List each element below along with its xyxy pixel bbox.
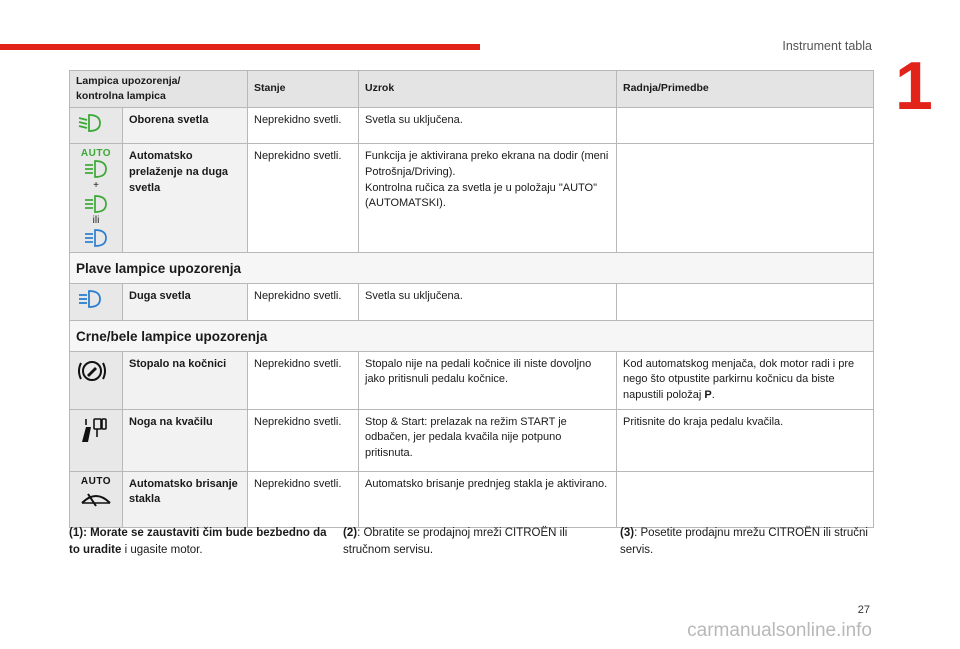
lamp-state: Neprekidno svetli.: [248, 283, 359, 320]
footnote-3: (3): Posetite prodajnu mrežu CITROËN ili stručni servis.: [620, 527, 868, 556]
foot-on-brake-icon: [70, 351, 123, 409]
lamp-cause: Funkcija je aktivirana preko ekrana na dodir (meni Potrošnja/Driving). Kontrolna ručica za svetla je u položaju "AUTO" (AUTOMATSKI).: [359, 144, 617, 252]
high-beam-icon: [70, 283, 123, 320]
footnote-2: (2): Obratite se prodajnoj mreži CITROËN ili stručnom servisu.: [343, 527, 568, 556]
dipped-beam-icon: [70, 107, 123, 144]
auto-wipe-icon: [70, 471, 123, 527]
lamp-name: Automatsko brisanje stakla: [123, 471, 248, 527]
lamp-name: Automatsko prelaženje na duga svetla: [123, 144, 248, 252]
watermark: carmanualsonline.info: [687, 620, 872, 641]
chapter-number: 1: [895, 48, 933, 124]
plus-text: +: [93, 180, 99, 192]
table-row: [70, 351, 874, 409]
footnote-1: (1): Morate se zaustaviti čim bude bezbedno da to uradite i ugasite motor.: [69, 527, 327, 556]
lamp-state: Neprekidno svetli.: [248, 409, 359, 471]
or-text: ili: [92, 214, 100, 226]
table-row: [70, 144, 874, 252]
section-header-blue: [70, 252, 874, 283]
col-header-lamp: Lampica upozorenja/ kontrolna lampica: [70, 71, 248, 108]
lamp-action: Pritisnite do kraja pedalu kvačila.: [617, 409, 874, 471]
table-row: [70, 471, 874, 527]
table-row: [70, 283, 874, 320]
lamp-action: [617, 283, 874, 320]
warning-lamps-table: [69, 70, 874, 528]
section-title: Instrument tabla: [782, 39, 872, 53]
foot-on-clutch-icon: [70, 409, 123, 471]
lamp-cause: Svetla su uključena.: [359, 107, 617, 144]
lamp-name: Stopalo na kočnici: [123, 351, 248, 409]
auto-high-beam-icon: [70, 144, 123, 252]
section-title-bw: Crne/bele lampice upozorenja: [70, 320, 874, 351]
lamp-action: Kod automatskog menjača, dok motor radi i pre nego što otpustite parkirnu kočnicu da biste napustili položaj P.: [617, 351, 874, 409]
lamp-action: [617, 471, 874, 527]
lamp-state: Neprekidno svetli.: [248, 144, 359, 252]
lamp-name: Noga na kvačilu: [123, 409, 248, 471]
lamp-cause: Automatsko brisanje prednjeg stakla je aktivirano.: [359, 471, 617, 527]
lamp-cause: Svetla su uključena.: [359, 283, 617, 320]
auto-text: AUTO: [80, 475, 112, 487]
lamp-name: Duga svetla: [123, 283, 248, 320]
lamp-action: [617, 144, 874, 252]
section-header-bw: [70, 320, 874, 351]
auto-text: AUTO: [80, 148, 112, 160]
lamp-state: Neprekidno svetli.: [248, 107, 359, 144]
lamp-state: Neprekidno svetli.: [248, 471, 359, 527]
red-accent-bar: [0, 44, 480, 50]
col-header-action: Radnja/Primedbe: [617, 71, 874, 108]
col-header-cause: Uzrok: [359, 71, 617, 108]
col-header-state: Stanje: [248, 71, 359, 108]
high-beam-blue-icon: [83, 229, 109, 247]
lamp-cause: Stop & Start: prelazak na režim START je odbačen, jer pedala kvačila nije potpuno pritisnuta.: [359, 409, 617, 471]
section-title-blue: Plave lampice upozorenja: [70, 252, 874, 283]
table-row: [70, 409, 874, 471]
lamp-state: Neprekidno svetli.: [248, 351, 359, 409]
table-row: [70, 107, 874, 144]
lamp-action: [617, 107, 874, 144]
lamp-cause: Stopalo nije na pedali kočnice ili niste dovoljno jako pritisnuli pedalu kočnice.: [359, 351, 617, 409]
table-header-row: [70, 71, 874, 108]
lamp-name: Oborena svetla: [123, 107, 248, 144]
page-number: 27: [857, 604, 870, 616]
